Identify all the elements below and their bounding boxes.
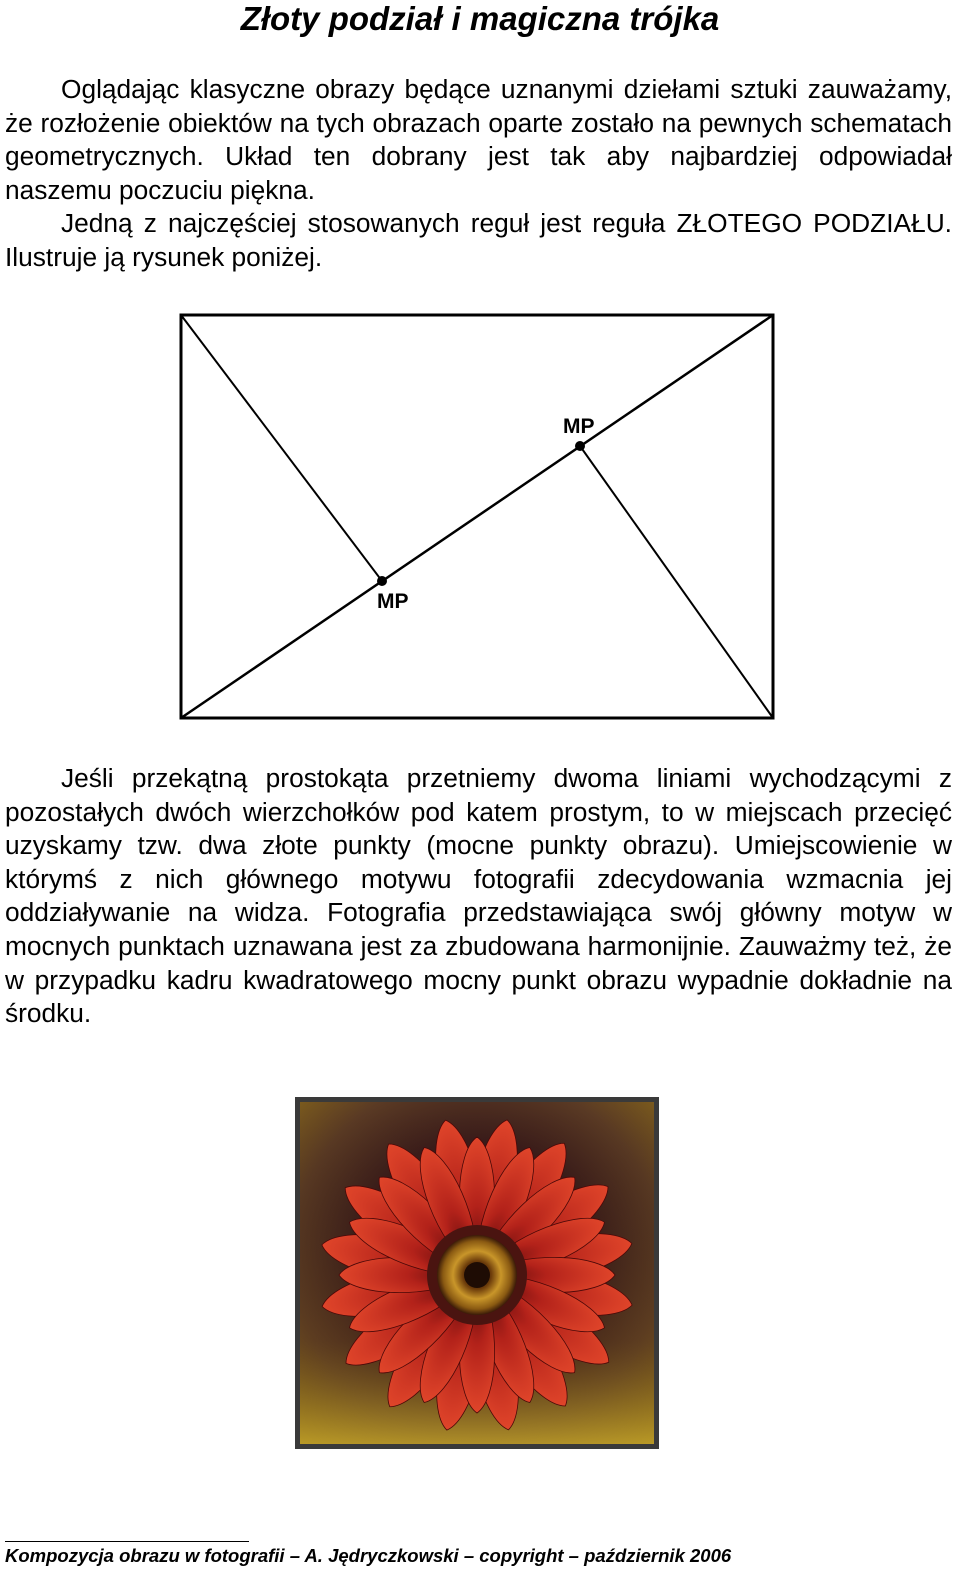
page-title: Złoty podział i magiczna trójka — [240, 0, 720, 37]
flower-center-dot — [464, 1262, 490, 1288]
flower-image — [300, 1102, 654, 1444]
golden-ratio-diagram — [176, 310, 780, 725]
intro-paragraph: Oglądając klasyczne obrazy będące uznanymi dziełami sztuki zauważamy, że rozłożenie obiektów na tych obrazach oparte zostało na pewnych schematach geometrycznych. Układ ten dobrany jest tak aby najbardziej odpowiadał naszemu poczuciu piękna. — [5, 74, 952, 205]
strong-point-lower — [377, 576, 387, 586]
strong-point-label-upper: MP — [563, 415, 595, 438]
strong-point-label-lower: MP — [377, 590, 409, 613]
footer-rule — [5, 1541, 249, 1542]
golden-ratio-paragraph: Jedną z najczęściej stosowanych reguł jest reguła ZŁOTEGO PODZIAŁU. Ilustruje ją rysunek poniżej. — [5, 208, 952, 272]
strong-point-upper — [575, 441, 585, 451]
flower-photo — [295, 1097, 659, 1449]
footer-credit: Kompozycja obrazu w fotografii – A. Jędryczkowski – copyright – październik 2006 — [5, 1545, 732, 1566]
strong-points-paragraph: Jeśli przekątną prostokąta przetniemy dwoma liniami wychodzącymi z pozostałych dwóch wierzchołków pod katem prostym, to w miejscach przecięć uzyskamy tzw. dwa złote punkty (mocne punkty obrazu). Umiejscowienie w którymś z nich głównego motywu fotografii zdecydowania wzmacnia jej oddziaływanie na widza. Fotografia przedstawiająca swój główny motyw w mocnych punktach uznawana jest za zbudowana harmonijnie. Zauważmy też, że w przypadku kadru kwadratowego mocny punkt obrazu wypadnie dokładnie na środku. — [5, 763, 952, 1029]
